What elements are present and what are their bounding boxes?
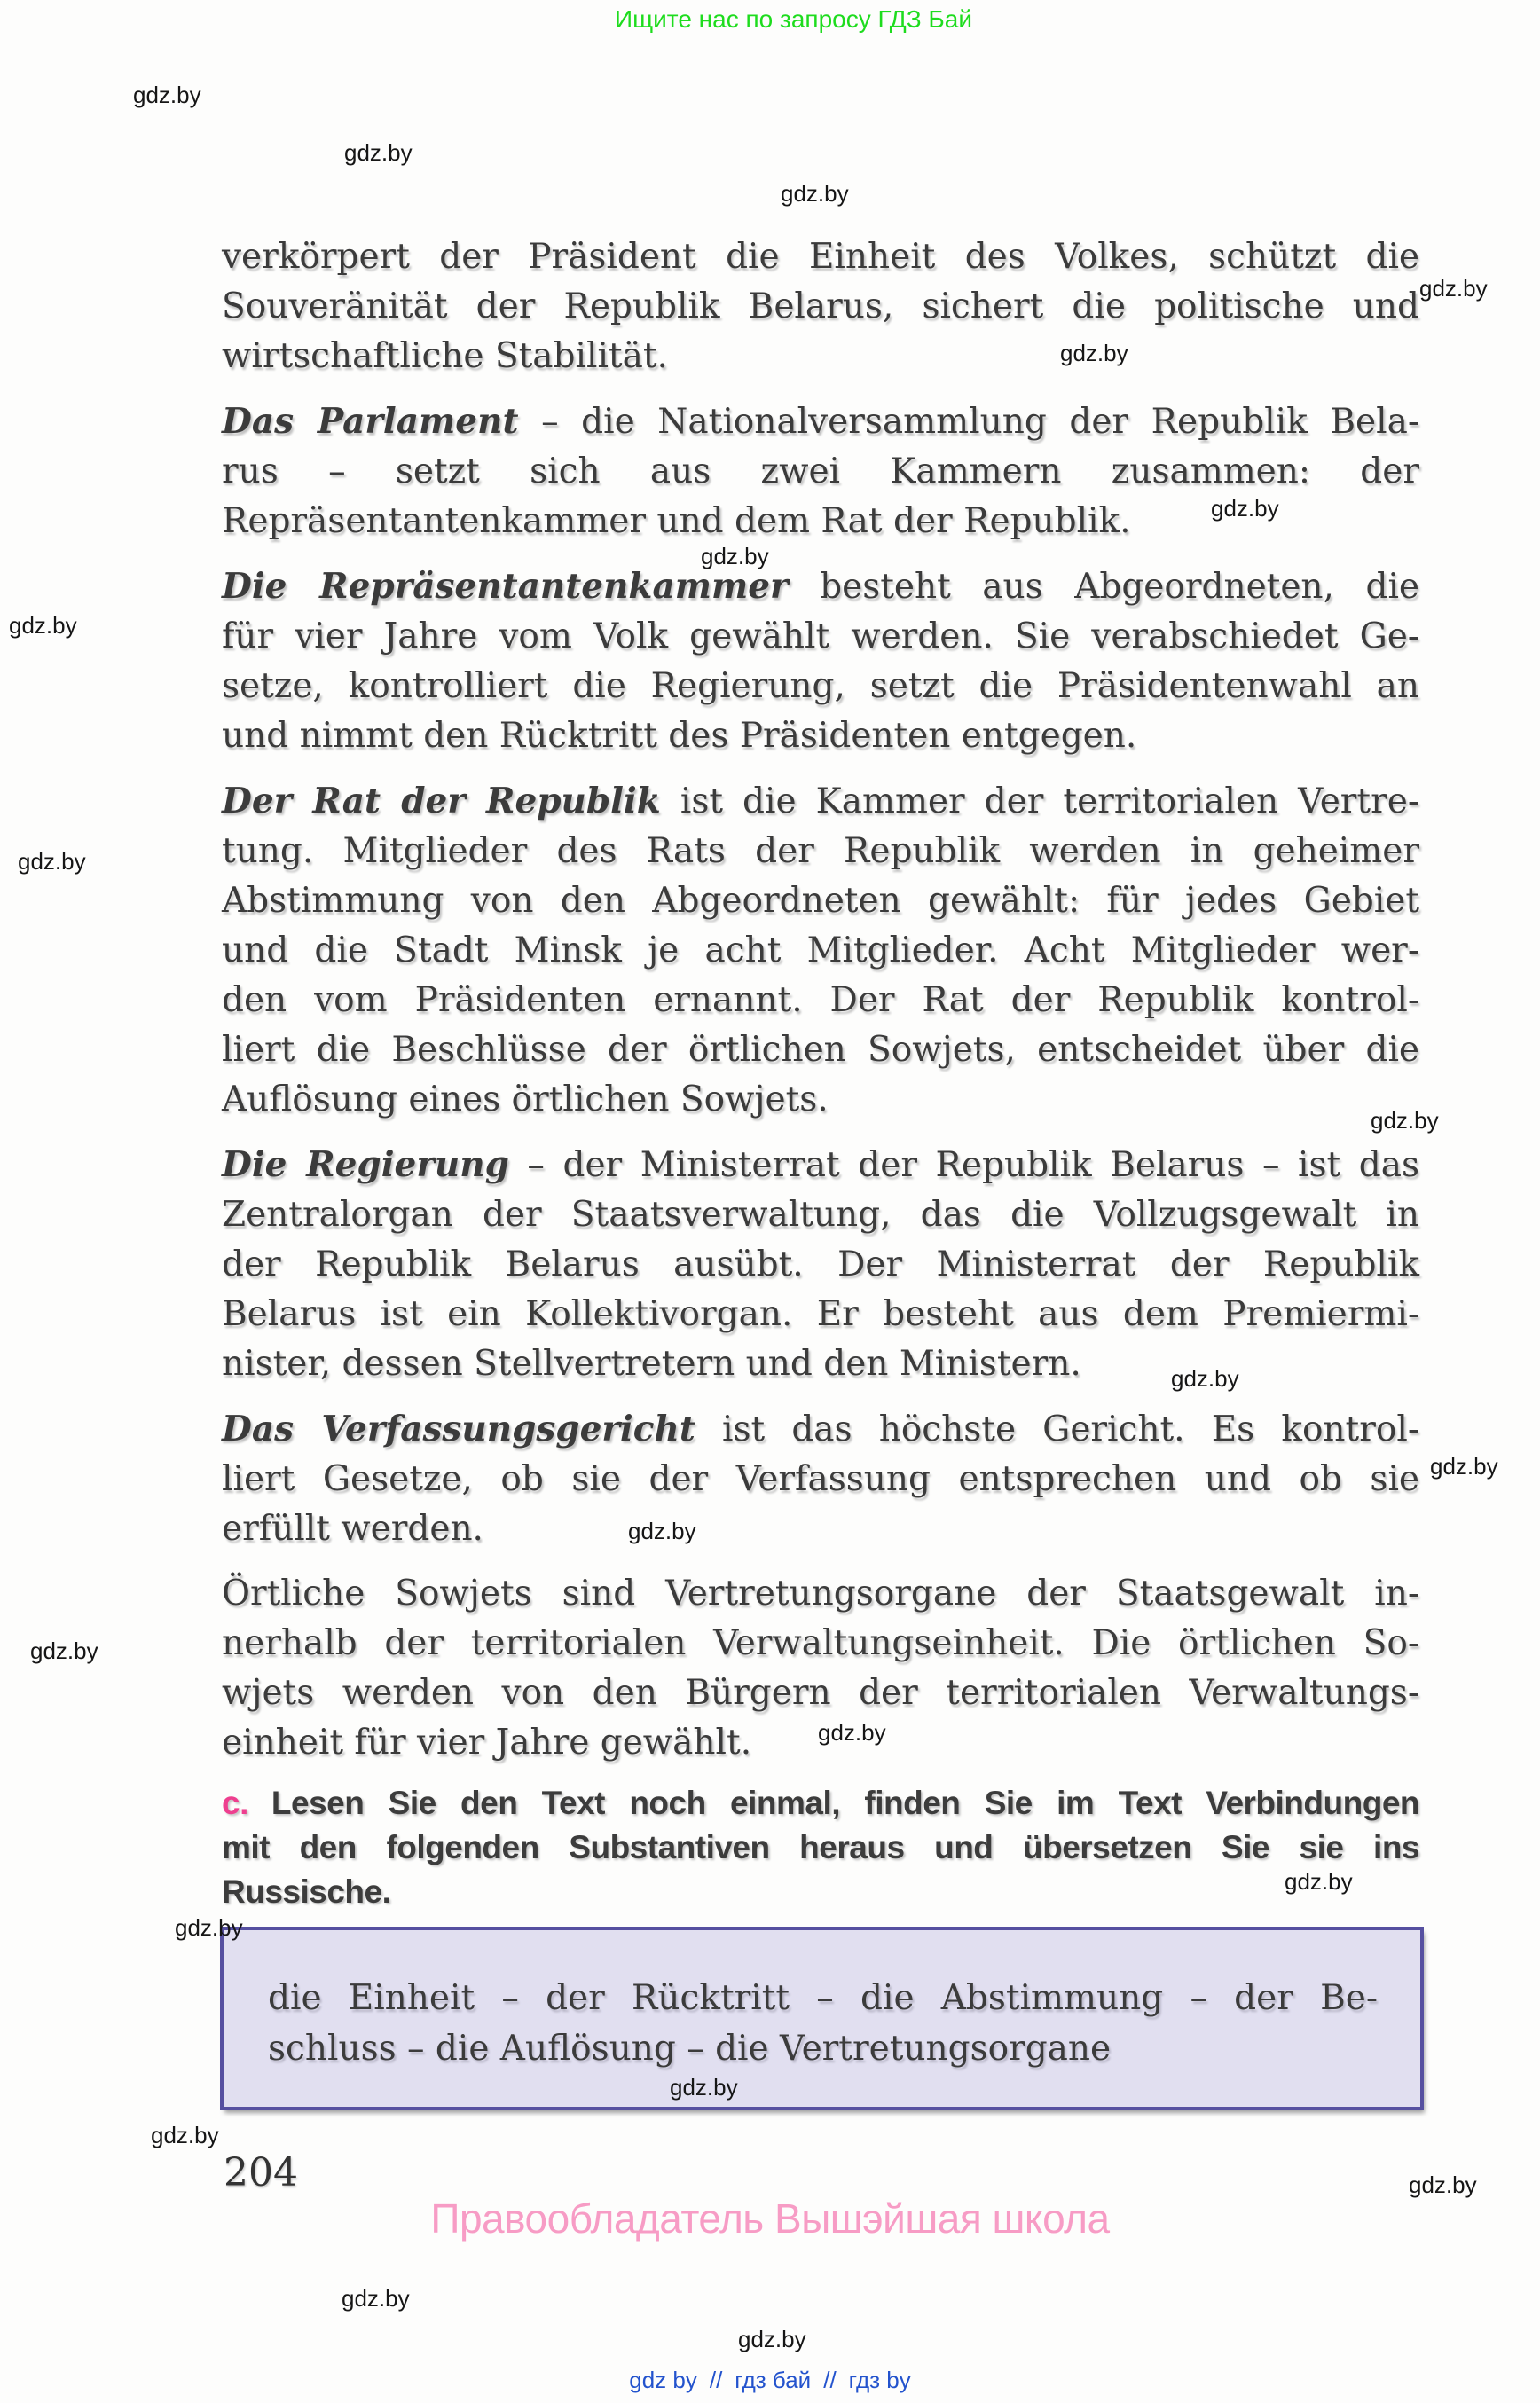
paragraph	[222, 1404, 1419, 1554]
task-line: Russische.	[222, 1873, 391, 1910]
paragraph	[222, 232, 1419, 381]
text-line: verkörpert der Präsident die Einheit des Volkes, schützt die	[222, 237, 1419, 277]
paragraph-lead: Die Regierung	[222, 1144, 509, 1185]
text-line: den vom Präsidenten ernannt. Der Rat der Republik kontrol-	[222, 980, 1419, 1020]
gdz-watermark: gdz.by	[151, 2122, 219, 2148]
gdz-watermark: gdz.by	[781, 180, 849, 207]
gdz-watermark: gdz.by	[342, 2285, 410, 2312]
footer-link[interactable]: гдз бай	[735, 2367, 812, 2393]
links-separator: //	[823, 2367, 837, 2393]
vocab-line: schluss – die Auflösung – die Vertretungsorgane	[268, 2029, 1112, 2069]
text-line: und die Stadt Minsk je acht Mitglieder. Acht Mitglieder wer-	[222, 931, 1419, 970]
gdz-watermark: gdz.by	[1430, 1453, 1498, 1480]
publisher-line: Правообладатель Вышэйшая школа	[430, 2195, 1110, 2242]
gdz-watermark: gdz.by	[344, 139, 412, 166]
gdz-watermark: gdz.by	[818, 1719, 886, 1746]
text-line: setze, kontrolliert die Regierung, setzt die Präsidentenwahl an	[222, 666, 1419, 706]
text-line: Zentralorgan der Staatsverwaltung, das die Vollzugsgewalt in	[222, 1195, 1419, 1235]
gdz-watermark: gdz.by	[18, 848, 86, 875]
gdz-watermark: gdz.by	[9, 612, 77, 639]
paragraph	[222, 776, 1419, 1125]
text-line: wirtschaftliche Stabilität.	[222, 336, 668, 376]
text-line: nerhalb der territorialen Verwaltungseinheit. Die örtlichen So-	[222, 1623, 1419, 1663]
task-line: mit den folgenden Substantiven heraus und übersetzen Sie sie ins	[222, 1829, 1419, 1865]
text-line: für vier Jahre vom Volk gewählt werden. Sie verabschiedet Ge-	[222, 616, 1419, 656]
gdz-watermark: gdz.by	[1409, 2171, 1477, 2198]
text-line: wjets werden von den Bürgern der territorialen Verwaltungs-	[222, 1673, 1419, 1713]
task-label: c.	[222, 1785, 248, 1821]
text-line: rus – setzt sich aus zwei Kammern zusammen: der	[222, 452, 1419, 491]
gdz-watermark: gdz.by	[175, 1914, 243, 1941]
text-line: Repräsentantenkammer und dem Rat der Republik.	[222, 501, 1131, 541]
text-line: Belarus ist ein Kollektivorgan. Er besteht aus dem Premiermi-	[222, 1294, 1419, 1334]
gdz-watermark: gdz.by	[1060, 340, 1128, 366]
text-line: Örtliche Sowjets sind Vertretungsorgane der Staatsgewalt in-	[222, 1574, 1419, 1614]
text-line: einheit für vier Jahre gewählt.	[222, 1723, 752, 1763]
text-line: erfüllt werden.	[222, 1509, 483, 1549]
links-separator: //	[709, 2367, 723, 2393]
paragraph-lead: Die Repräsentantenkammer	[222, 566, 789, 607]
text-line: der Republik Belarus ausübt. Der Ministerrat der Republik	[222, 1245, 1419, 1284]
gdz-watermark: gdz.by	[1211, 495, 1279, 522]
paragraph-lead: Das Verfassungsgericht	[222, 1409, 695, 1449]
text-line: Das Parlament – die Nationalversammlung der Republik Bela-	[222, 401, 1419, 442]
vocab-box	[220, 1927, 1424, 2110]
text-line: Souveränität der Republik Belarus, sichert die politische und	[222, 287, 1419, 326]
paragraph-lead: Das Parlament	[222, 401, 519, 442]
gdz-watermark: gdz.by	[1419, 275, 1488, 302]
footer-link[interactable]: гдз by	[848, 2367, 911, 2393]
text-line: nister, dessen Stellvertretern und den Ministern.	[222, 1344, 1081, 1384]
gdz-watermark: gdz.by	[628, 1518, 696, 1544]
gdz-watermark: gdz.by	[133, 82, 201, 108]
vocab-line: die Einheit – der Rücktritt – die Abstimmung – der Be-	[268, 1978, 1378, 2018]
gdz-watermark: gdz.by	[701, 543, 769, 569]
text-line: tung. Mitglieder des Rats der Republik werden in geheimer	[222, 831, 1419, 871]
text-line: Abstimmung von den Abgeordneten gewählt: für jedes Gebiet	[222, 881, 1419, 921]
gdz-watermark: gdz.by	[1371, 1107, 1439, 1134]
promo-banner: Ищите нас по запросу ГДЗ Бай	[615, 5, 973, 33]
text-line: Das Verfassungsgericht ist das höchste Gericht. Es kontrol-	[222, 1409, 1419, 1449]
text-line: Die Regierung – der Ministerrat der Republik Belarus – ist das	[222, 1144, 1420, 1185]
gdz-watermark: gdz.by	[30, 1637, 98, 1664]
task-line: c. Lesen Sie den Text noch einmal, finden Sie im Text Verbindungen	[222, 1785, 1419, 1821]
gdz-watermark: gdz.by	[670, 2074, 738, 2101]
text-line: Auflösung eines örtlichen Sowjets.	[222, 1080, 829, 1119]
paragraph	[222, 561, 1419, 761]
footer-link[interactable]: gdz by	[629, 2367, 697, 2393]
gdz-watermark: gdz.by	[738, 2326, 806, 2352]
text-line: Der Rat der Republik ist die Kammer der territorialen Vertre-	[222, 781, 1420, 821]
gdz-watermark: gdz.by	[1171, 1365, 1239, 1392]
text-line: liert die Beschlüsse der örtlichen Sowjets, entscheidet über die	[222, 1030, 1419, 1070]
gdz-watermark: gdz.by	[1285, 1868, 1353, 1895]
page-number: 204	[224, 2150, 298, 2195]
paragraph	[222, 1140, 1419, 1389]
text-line: und nimmt den Rücktritt des Präsidenten entgegen.	[222, 716, 1137, 756]
task-c	[222, 1781, 1419, 1914]
paragraph	[222, 397, 1419, 546]
text-block	[222, 232, 1419, 1768]
footer-links	[0, 2367, 1540, 2394]
text-line: Die Repräsentantenkammer besteht aus Abgeordneten, die	[222, 566, 1419, 607]
text-line: liert Gesetze, ob sie der Verfassung entsprechen und ob sie	[222, 1459, 1419, 1499]
paragraph-lead: Der Rat der Republik	[222, 781, 661, 821]
